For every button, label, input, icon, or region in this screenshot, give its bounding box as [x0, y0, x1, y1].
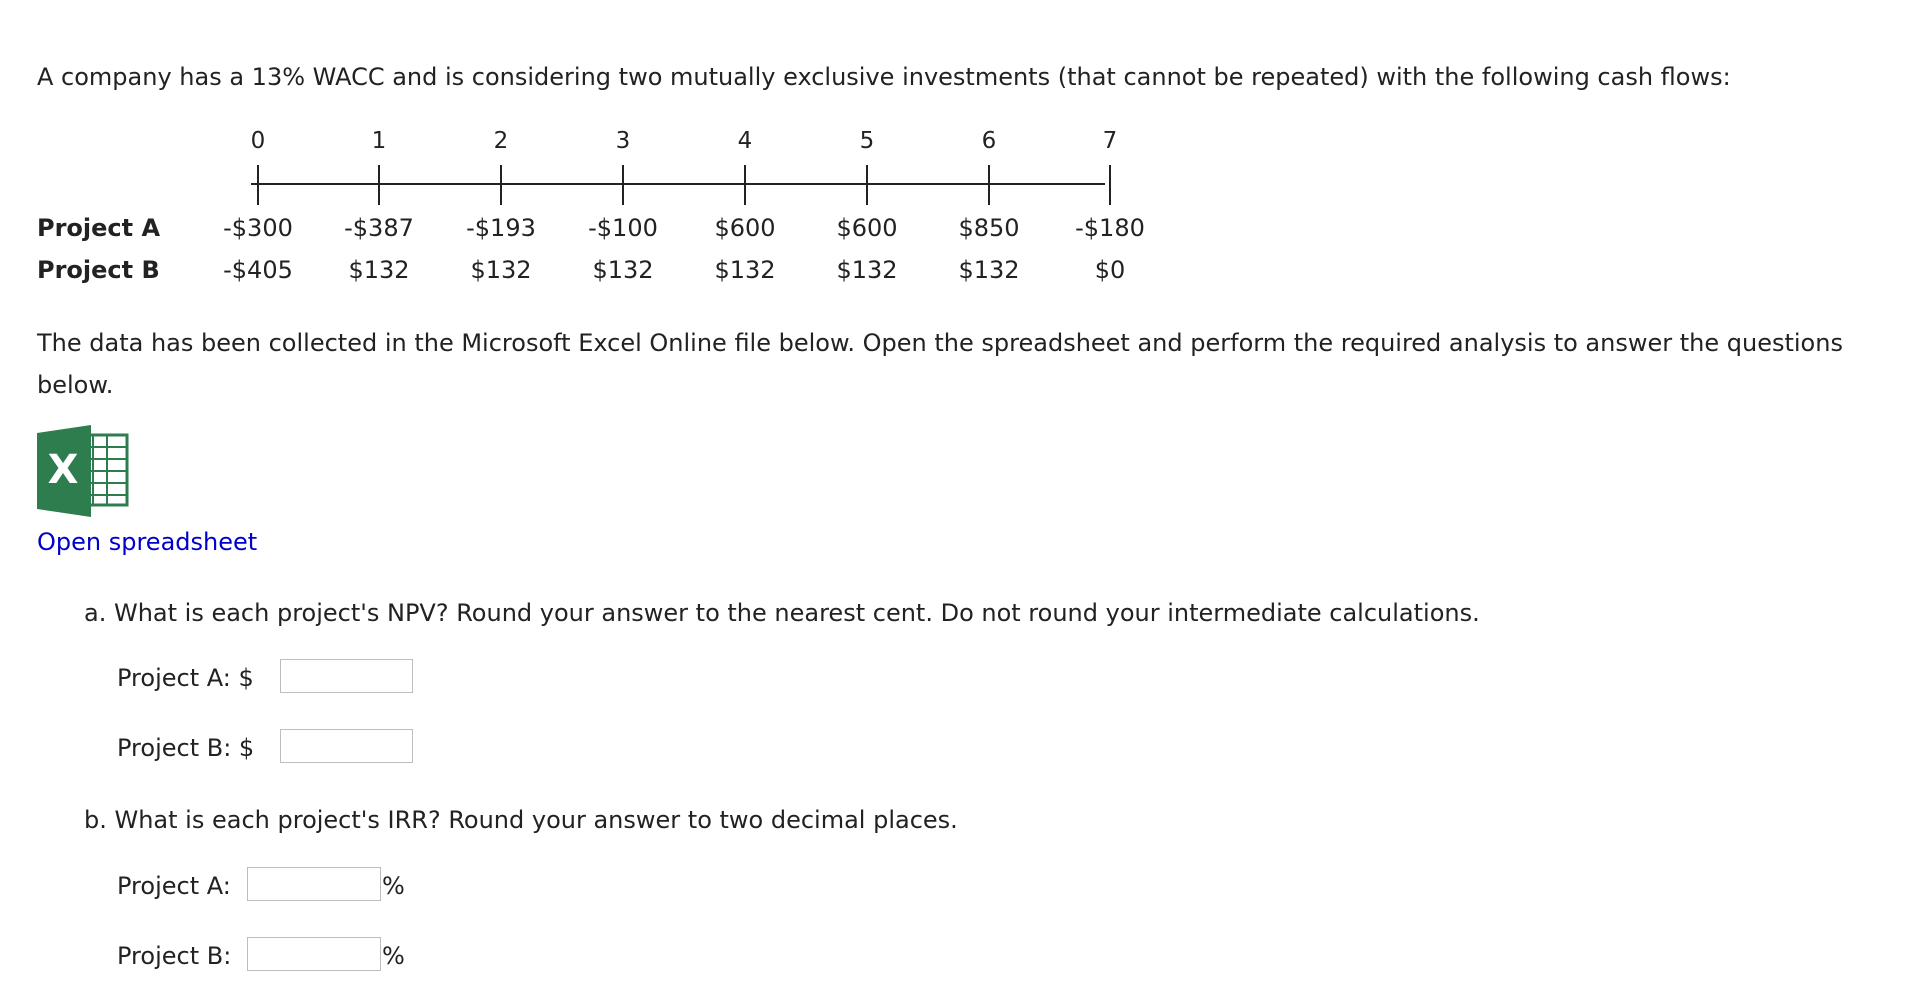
timeline-period-5: 5 — [859, 128, 875, 154]
timeline-tick-7 — [1109, 165, 1111, 205]
npv-project-a-label: Project A: $ — [117, 664, 254, 692]
project-a-cf-2: -$193 — [466, 214, 536, 242]
irr-project-b-percent: % — [382, 942, 405, 970]
timeline-tick-2 — [500, 165, 502, 205]
data-note: The data has been collected in the Microsoft Excel Online file below. Open the spreadsheet and perform the required analysis to answer the questions below. — [37, 329, 1843, 399]
npv-project-a-input[interactable] — [280, 659, 413, 693]
irr-project-a-percent: % — [382, 872, 405, 900]
timeline-cap-0 — [251, 183, 265, 185]
timeline-tick-6 — [988, 165, 990, 205]
timeline-period-4: 4 — [737, 128, 753, 154]
project-a-cf-1: -$387 — [344, 214, 414, 242]
project-a-cf-4: $600 — [714, 214, 776, 242]
timeline-tick-4 — [744, 165, 746, 205]
project-a-cf-6: $850 — [958, 214, 1020, 242]
excel-icon-letter: X — [47, 447, 79, 493]
project-b-cf-5: $132 — [836, 256, 898, 284]
timeline-tick-0 — [257, 165, 259, 205]
irr-project-b-input[interactable] — [247, 937, 381, 971]
problem-intro: A company has a 13% WACC and is considering two mutually exclusive investments (that cannot be repeated) with the following cash flows: — [37, 63, 1731, 91]
project-a-label: Project A — [37, 214, 161, 242]
project-b-label: Project B — [37, 256, 160, 284]
project-a-cf-3: -$100 — [588, 214, 658, 242]
timeline-tick-3 — [622, 165, 624, 205]
project-a-cf-5: $600 — [836, 214, 898, 242]
open-spreadsheet-link[interactable]: Open spreadsheet — [37, 528, 258, 556]
question-b-text: b. What is each project's IRR? Round your answer to two decimal places. — [84, 806, 958, 834]
project-a-cf-7: -$180 — [1075, 214, 1145, 242]
timeline-period-7: 7 — [1102, 128, 1118, 154]
timeline-period-0: 0 — [250, 128, 266, 154]
project-b-cf-1: $132 — [348, 256, 410, 284]
project-b-cf-0: -$405 — [223, 256, 293, 284]
timeline-period-1: 1 — [371, 128, 387, 154]
project-b-cf-3: $132 — [592, 256, 654, 284]
irr-project-a-input[interactable] — [247, 867, 381, 901]
timeline-period-3: 3 — [615, 128, 631, 154]
timeline-tick-5 — [866, 165, 868, 205]
timeline-tick-1 — [378, 165, 380, 205]
project-b-cf-7: $0 — [1094, 256, 1126, 284]
irr-project-a-label: Project A: — [117, 872, 231, 900]
timeline-period-2: 2 — [493, 128, 509, 154]
project-b-cf-6: $132 — [958, 256, 1020, 284]
project-a-cf-0: -$300 — [223, 214, 293, 242]
irr-project-b-label: Project B: — [117, 942, 232, 970]
npv-project-b-input[interactable] — [280, 729, 413, 763]
excel-icon[interactable] — [37, 425, 133, 517]
timeline-period-6: 6 — [981, 128, 997, 154]
project-b-cf-2: $132 — [470, 256, 532, 284]
question-a-text: a. What is each project's NPV? Round your answer to the nearest cent. Do not round your intermediate calculations. — [84, 599, 1480, 627]
timeline-axis — [255, 183, 1105, 185]
project-b-cf-4: $132 — [714, 256, 776, 284]
npv-project-b-label: Project B: $ — [117, 734, 255, 762]
